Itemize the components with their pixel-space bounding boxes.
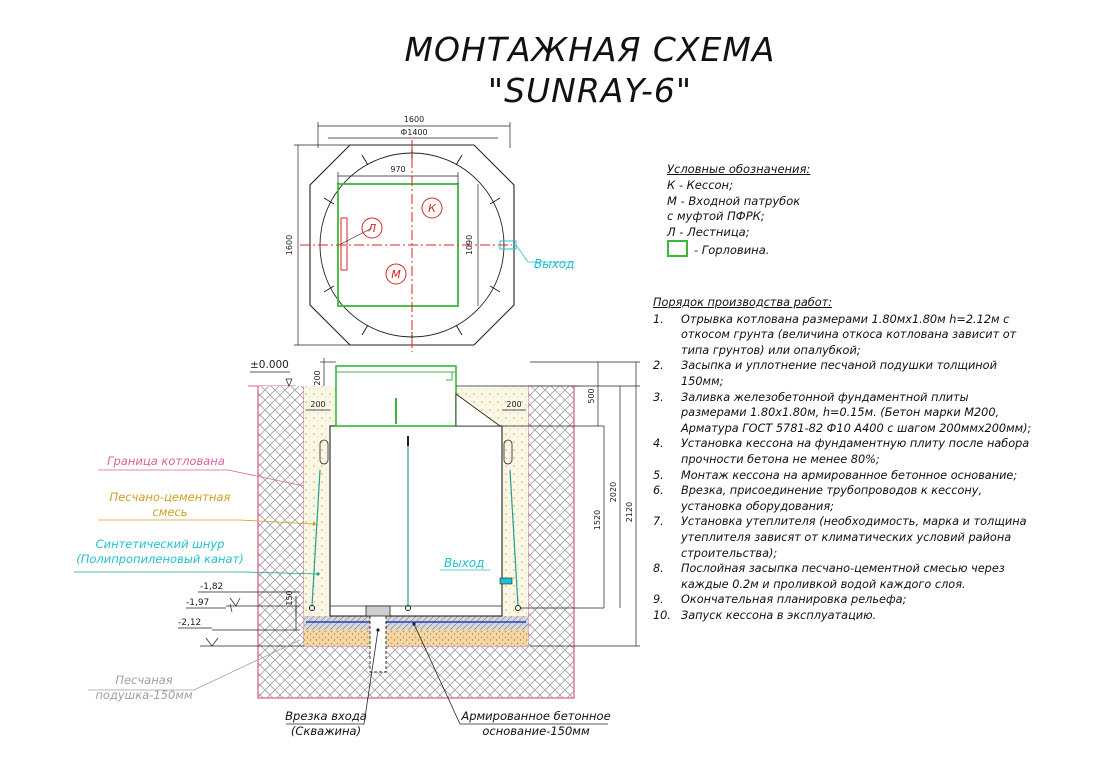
callout-pit-boundary: Граница котлована [107, 454, 225, 468]
step-number: 7. [653, 515, 664, 529]
plan-mark-k: К [428, 202, 436, 215]
plan-dim-1400: Ф1400 [400, 128, 428, 137]
callout-sand-cement-mix [100, 490, 240, 520]
step-number: 8. [653, 562, 664, 576]
step-item [653, 592, 1033, 608]
dim-200-left: 200 [310, 400, 326, 409]
title-line-1: МОНТАЖНАЯ СХЕМА [404, 30, 776, 69]
legend-line-hatch [667, 240, 810, 258]
dim-1520: 1520 [593, 509, 602, 531]
step-number: 3. [653, 390, 664, 404]
callout-synthetic-cord [74, 537, 246, 567]
step-number: 2. [653, 359, 664, 373]
callout-mix-line-1: Песчано-цементная [109, 490, 231, 504]
step-item [653, 483, 1033, 514]
callout-cord-line-1: Синтетический шнур [95, 537, 225, 551]
step-item [653, 436, 1033, 467]
plan-view [285, 115, 574, 352]
step-text: Установка утеплителя (необходимость, марка и толщина утеплителя зависят от климатических условий района строительства); [681, 515, 1027, 560]
callout-inlet-line-1: Врезка входа [285, 709, 367, 723]
legend-hatch-label: - Горловина. [694, 243, 770, 258]
legend-line-k: К - Кессон; [667, 178, 733, 193]
callout-mix-line-2: смесь [152, 505, 188, 519]
step-item [653, 561, 1033, 592]
dim-150: 150 [285, 590, 294, 606]
step-number: 5. [653, 468, 664, 482]
section-exit-label: Выход [444, 556, 485, 570]
callout-inlet-line-2: (Скважина) [290, 724, 362, 738]
plan-mark-l: Л [367, 222, 377, 235]
step-text: Запуск кессона в эксплуатацию. [681, 608, 877, 622]
step-item [653, 390, 1033, 437]
level-197: -1,97 [186, 598, 210, 608]
plan-dim-1600-top: 1600 [403, 115, 425, 124]
legend-line-m2: с муфтой ПФРК; [667, 209, 765, 224]
step-text: Установка кессона на фундаментную плиту после набора прочности бетона не менее 80%; [681, 437, 1030, 466]
plan-dim-1090: 1090 [465, 234, 474, 256]
callout-base-line-1: Армированное бетонное [461, 709, 611, 723]
step-number: 1. [653, 312, 664, 326]
step-text: Послойная засыпка песчано-цементной смесью через каждые 0.2м и проливкой водой каждого слоя. [681, 562, 1005, 591]
legend-line-m1: М - Входной патрубок [667, 193, 801, 208]
dim-2120: 2120 [625, 501, 634, 523]
callout-inlet [278, 709, 374, 739]
soil-bottom [258, 646, 574, 698]
step-text: Врезка, присоединение трубопроводов к кессону, установка оборудования; [681, 484, 983, 513]
legend-line-l: Л - Лестница; [667, 224, 750, 239]
step-number: 10. [653, 608, 671, 622]
caisson-body [330, 426, 502, 616]
dim-200-right: 200 [506, 400, 522, 409]
dim-2020: 2020 [609, 481, 618, 503]
legend-hatch-swatch [667, 240, 688, 257]
step-text: Заливка железобетонной фундаментной плиты размерами 1.80х1.80м, h=0.15м. (Бетон марки М200, Арматура ГОСТ 5781-82 Ф10 А400 с шагом 200ммх200мм); [681, 390, 1032, 435]
plan-ladder [341, 218, 347, 270]
step-number: 6. [653, 484, 664, 498]
dim-500: 500 [587, 388, 596, 404]
plan-exit-label: Выход [534, 257, 575, 271]
step-text: Засыпка и уплотнение песчаной подушки толщиной 150мм; [681, 359, 997, 388]
title-line-2: "SUNRAY-6" [487, 71, 693, 110]
legend-heading: Условные обозначения: [667, 162, 811, 176]
step-item [653, 468, 1033, 484]
dim-200-top: 200 [313, 370, 322, 386]
callout-concrete-base [456, 709, 616, 739]
step-text: Монтаж кессона на армированное бетонное основание; [681, 468, 1018, 482]
step-number: 9. [653, 593, 664, 607]
level-182: -1,82 [200, 582, 224, 592]
work-steps [653, 295, 1033, 623]
sand-cushion [304, 630, 528, 646]
step-item [653, 358, 1033, 389]
plan-dim-970: 970 [390, 165, 406, 174]
callout-base-line-2: основание-150мм [482, 724, 590, 738]
callout-sand-line-2: подушка-150мм [95, 688, 193, 702]
step-item [653, 312, 1033, 359]
zero-level: ±0.000 [250, 359, 289, 371]
plan-dim-1600-left: 1600 [285, 234, 294, 256]
steps-heading: Порядок производства работ: [653, 296, 833, 309]
step-item [653, 514, 1033, 561]
callout-sand-line-1: Песчаная [115, 673, 173, 687]
plan-mark-m: М [391, 268, 401, 281]
callout-cord-line-2: (Полипропиленовый канат) [76, 552, 244, 566]
inlet-pipe [370, 612, 386, 672]
step-item [653, 608, 1033, 624]
step-number: 4. [653, 437, 664, 451]
level-212: -2,12 [178, 618, 202, 628]
step-text: Отрывка котлована размерами 1.80мх1.80м h=2.12м с откосом грунта (величина откоса котлована зависит от типа грунтов) или опалубкой; [681, 312, 1017, 357]
step-text: Окончательная планировка рельефа; [681, 593, 907, 607]
legend [667, 162, 810, 258]
callout-sand-cushion [86, 673, 202, 703]
